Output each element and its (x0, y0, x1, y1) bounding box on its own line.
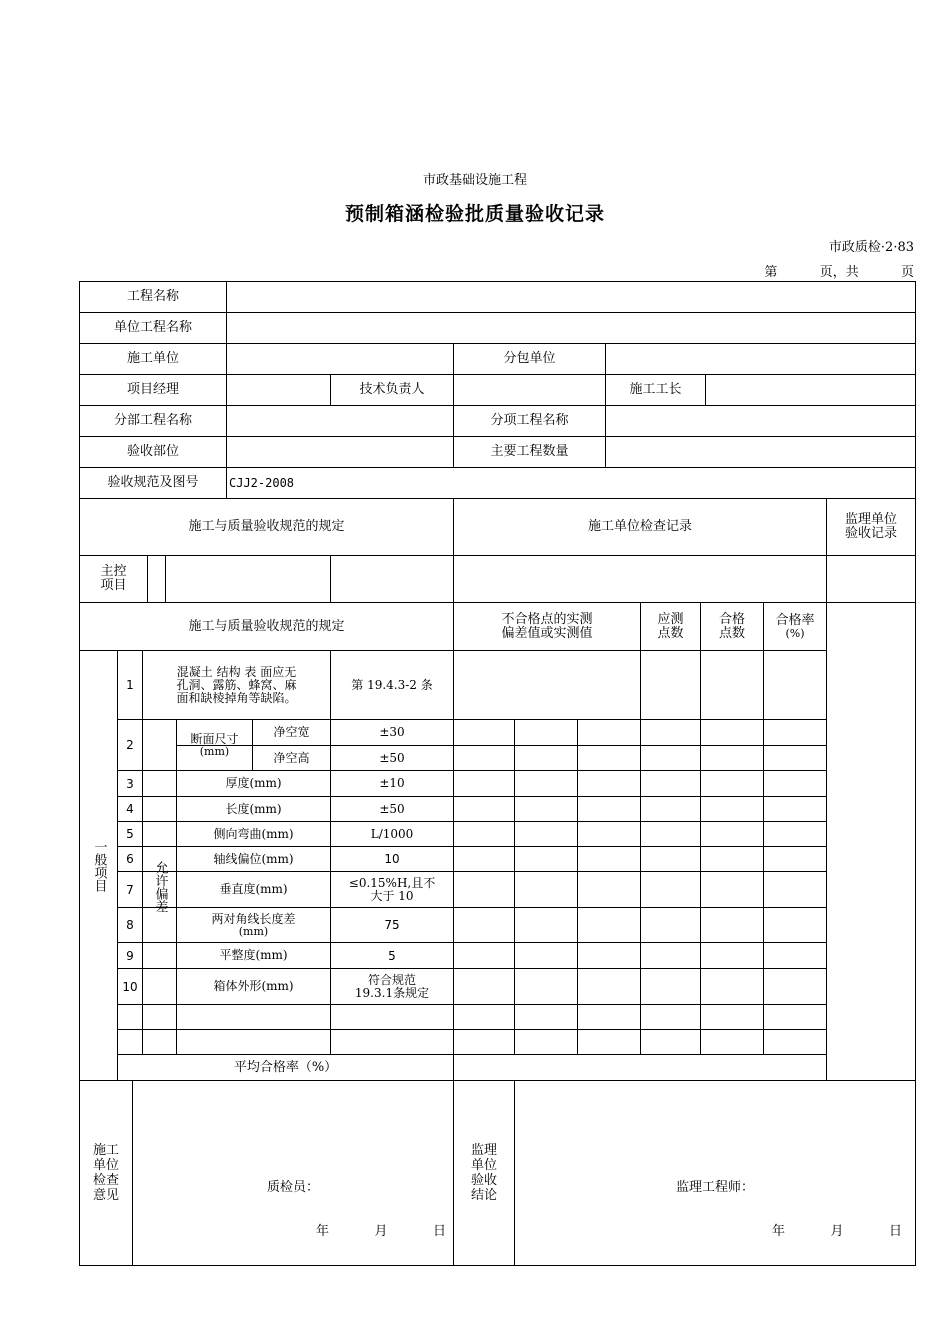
item-8-name-line2: (mm) (238, 924, 269, 938)
label-acceptance-part: 验收部位 (126, 444, 179, 459)
item-7-value-line2: 大于 10 (370, 888, 414, 903)
qualified-line2: 点数 (718, 625, 745, 641)
construction-date (316, 1220, 446, 1244)
label-unit-project-name: 单位工程名称 (113, 320, 192, 335)
supervision-record-line2: 验收记录 (844, 526, 897, 541)
item-8-no: 8 (126, 918, 134, 932)
item-2-name-line2: (mm) (199, 744, 230, 758)
item-10-no: 10 (122, 979, 138, 994)
item-4-no: 4 (126, 802, 134, 816)
item-8-name (177, 908, 330, 942)
deviation-line1: 不合格点的实测 (501, 611, 593, 627)
item-1-desc-line1: 混凝土 结构 表 面应无 (176, 664, 297, 679)
item-10-value (331, 969, 453, 1004)
item-7-no: 7 (126, 882, 134, 897)
supervision-record-line1: 监理单位 (844, 512, 897, 527)
item-3-name: 厚度(mm) (225, 776, 282, 790)
item-3-no: 3 (126, 776, 134, 791)
item-1-no: 1 (126, 678, 134, 692)
section1-spec-rule: 施工与质量验收规范的规定 (188, 519, 345, 534)
item-7-name: 垂直度(mm) (219, 882, 288, 896)
qualified-header (701, 603, 763, 650)
label-division-name: 分部工程名称 (113, 413, 192, 428)
supervision-conclusion-label (454, 1081, 514, 1265)
label-subdivision-name: 分项工程名称 (490, 413, 569, 428)
label-spec: 验收规范及图号 (107, 475, 199, 490)
main-control-label (80, 556, 147, 602)
section1-supervision-record (827, 499, 915, 555)
deviation-line2: 偏差值或实测值 (501, 625, 593, 641)
supervision-conclusion-text: 监理单位验收结论 (470, 1143, 497, 1203)
label-foreman: 施工工长 (629, 382, 682, 397)
allowed-deviation-label: 允许偏差 (152, 861, 168, 913)
item-6-no: 6 (126, 852, 134, 866)
item-6-value: 10 (384, 852, 400, 866)
label-main-quantity: 主要工程数量 (490, 444, 569, 459)
spec-value: CJJ2-2008 (229, 476, 295, 490)
rate-header (764, 603, 826, 650)
deviation-header (454, 603, 640, 650)
item-4-value: ±50 (379, 801, 405, 816)
construction-opinion-label (80, 1081, 132, 1265)
item-8-value: 75 (384, 918, 400, 932)
general-items-label: 一般项目 (91, 839, 107, 892)
item-1-desc-line2: 孔洞、露筋、蜂窝、麻 (176, 677, 297, 692)
item-2-val-a: ±30 (379, 725, 405, 739)
item-8-name-line1: 两对角线长度差 (211, 911, 296, 926)
qualified-line1: 合格 (718, 611, 745, 627)
label-project-name: 工程名称 (126, 289, 179, 304)
item-6-name: 轴线偏位(mm) (213, 851, 294, 866)
item-9-value: 5 (388, 948, 396, 963)
item-2-name-line1: 断面尺寸 (190, 731, 239, 746)
item-5-no: 5 (126, 827, 134, 841)
item-10-value-line1: 符合规范 (367, 972, 416, 987)
item-2-no: 2 (126, 738, 134, 752)
supervisor-label: 监理工程师： (675, 1180, 754, 1195)
construction-month: 月 (374, 1224, 388, 1239)
points-line1: 应测 (657, 611, 684, 627)
supervision-month: 月 (830, 1224, 844, 1239)
item-10-name: 箱体外形(mm) (213, 979, 294, 993)
page-counter (764, 261, 914, 280)
construction-opinion-text: 施工单位检查意见 (92, 1143, 119, 1203)
construction-day: 日 (432, 1224, 446, 1239)
item-1-value: 第 19.4.3-2 条 (351, 677, 433, 692)
average-rate-label: 平均合格率（%） (233, 1059, 338, 1075)
item-4-name: 长度(mm) (225, 801, 282, 816)
item-2-name (177, 720, 252, 770)
points-header (641, 603, 700, 650)
item-7-value-line1: ≤0.15%H,且不 (348, 875, 436, 890)
item-9-no: 9 (126, 948, 134, 963)
supervision-day: 日 (888, 1224, 902, 1239)
item-1-desc-line3: 面和缺棱掉角等缺陷。 (176, 690, 297, 705)
label-construction-unit: 施工单位 (126, 351, 179, 366)
inspector-label: 质检员： (266, 1180, 319, 1195)
page-title: 预制箱涵检验批质量验收记录 (344, 203, 605, 225)
item-9-name: 平整度(mm) (219, 948, 288, 962)
label-subcontract-unit: 分包单位 (503, 351, 556, 366)
main-control-line2: 项目 (100, 578, 127, 593)
item-5-name: 侧向弯曲(mm) (213, 826, 294, 841)
section1-inspection-record: 施工单位检查记录 (587, 519, 692, 534)
page-di: 第 (764, 265, 778, 280)
label-technical-lead: 技术负责人 (359, 382, 425, 397)
main-control-line1: 主控 (100, 564, 127, 579)
supervision-date (772, 1220, 902, 1244)
item-2-val-b: ±50 (379, 750, 405, 765)
construction-year: 年 (316, 1224, 330, 1239)
form-code: 市政质检·2·83 (828, 240, 914, 255)
item-3-value: ±10 (379, 776, 405, 790)
item-7-value (331, 872, 453, 907)
item-10-value-line2: 19.3.1条规定 (354, 985, 430, 1000)
page-ye: 页 (900, 265, 914, 280)
rate-line1: 合格率 (775, 612, 815, 628)
rate-line2: (%) (785, 626, 805, 640)
points-line2: 点数 (657, 625, 684, 641)
label-project-manager: 项目经理 (126, 382, 179, 397)
item-2-sub-b: 净空高 (273, 750, 310, 765)
form-category: 市政基础设施工程 (422, 173, 527, 188)
item-5-value: L/1000 (370, 826, 414, 841)
page-ye-gong: 页，共 (819, 265, 859, 280)
item-2-sub-a: 净空宽 (273, 725, 310, 739)
item-1-desc (143, 651, 330, 719)
supervision-year: 年 (772, 1224, 786, 1239)
section2-spec-rule: 施工与质量验收规范的规定 (188, 618, 345, 634)
